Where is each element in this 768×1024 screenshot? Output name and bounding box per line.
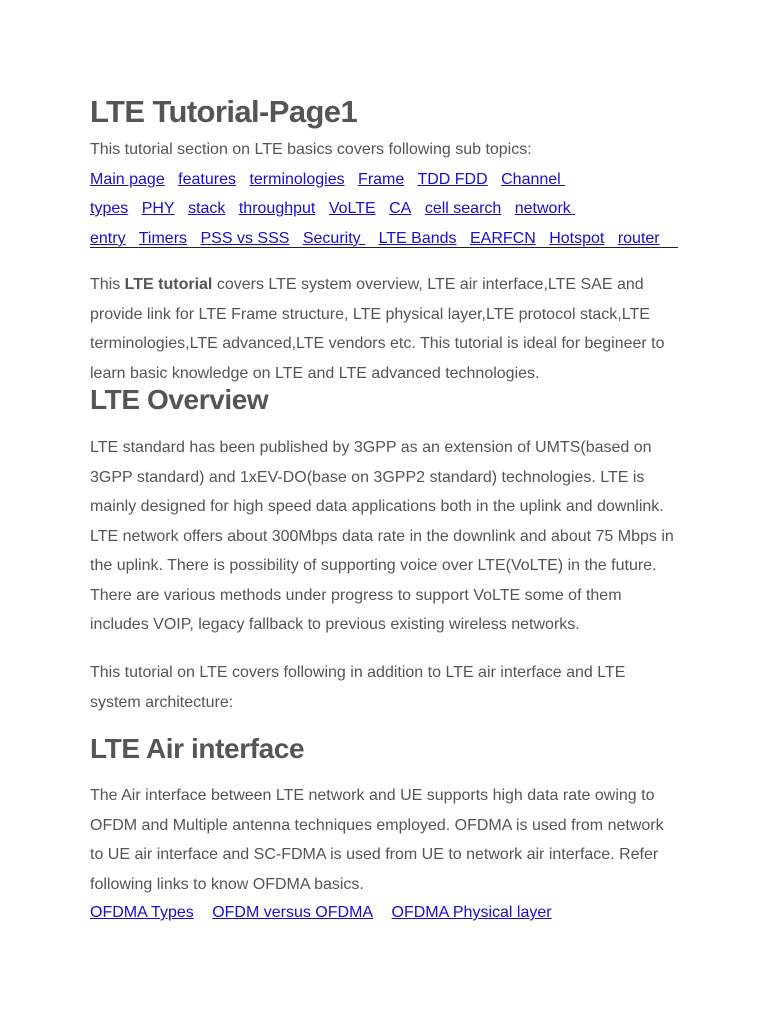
- link-phy[interactable]: PHY: [141, 200, 175, 217]
- topic-links-line-2: [90, 194, 584, 224]
- summary-rest: covers LTE system overview, LTE air interface,LTE SAE and provide link for LTE Frame structure, LTE physical layer,LTE protocol stack,LTE terminologies,LTE advanced,LTE vendors etc. This tutorial is ideal for begineer to learn basic knowledge on LTE and LTE advanced technologies.: [90, 276, 665, 382]
- link-security[interactable]: Security: [302, 230, 366, 247]
- link-network[interactable]: network: [514, 200, 576, 217]
- air-interface-body: The Air interface between LTE network and UE supports high data rate owing to OFDM and Multiple antenna techniques employed. OFDMA is used from network to UE air interface and SC-FDMA is used from UE to network air interface. Refer following links to know OFDMA basics.: [90, 787, 664, 893]
- link-network-entry[interactable]: entry: [90, 230, 126, 247]
- air-interface-heading: LTE Air interface: [90, 733, 305, 764]
- link-pss-vs-sss[interactable]: PSS vs SSS: [200, 230, 290, 247]
- link-channel-types[interactable]: types: [90, 200, 129, 217]
- link-cell-search[interactable]: cell search: [424, 200, 502, 217]
- summary-prefix: This: [90, 276, 125, 293]
- ofdma-links: [90, 898, 561, 928]
- link-tdd-fdd[interactable]: TDD FDD: [417, 171, 488, 188]
- link-hotspot[interactable]: Hotspot: [549, 230, 605, 247]
- summary-bold: LTE tutorial: [124, 276, 213, 293]
- link-frame[interactable]: Frame: [358, 171, 405, 188]
- topic-links-line-3: [90, 224, 669, 254]
- link-ofdma-physical-layer[interactable]: OFDMA Physical layer: [391, 904, 552, 921]
- summary-paragraph: [90, 270, 680, 388]
- link-volte[interactable]: VoLTE: [328, 200, 376, 217]
- overview-heading: LTE Overview: [90, 384, 269, 415]
- link-features[interactable]: features: [178, 171, 236, 188]
- link-ca[interactable]: CA: [389, 200, 412, 217]
- page-title: LTE Tutorial-Page1: [90, 94, 358, 129]
- link-timers[interactable]: Timers: [138, 230, 188, 247]
- divider-line: [90, 247, 678, 248]
- link-channel[interactable]: Channel: [501, 171, 566, 188]
- overview-followup: This tutorial on LTE covers following in addition to LTE air interface and LTE system architecture:: [90, 664, 626, 711]
- link-router[interactable]: router: [617, 230, 660, 247]
- link-ofdma-types[interactable]: OFDMA Types: [90, 904, 194, 921]
- link-lte-bands[interactable]: LTE Bands: [378, 230, 457, 247]
- link-terminologies[interactable]: terminologies: [249, 171, 345, 188]
- topic-links-line-1: [90, 165, 574, 195]
- intro-text: This tutorial section on LTE basics covers following sub topics:: [90, 141, 532, 158]
- link-main-page[interactable]: Main page: [90, 171, 165, 188]
- link-throughput[interactable]: throughput: [238, 200, 316, 217]
- overview-body: LTE standard has been published by 3GPP as an extension of UMTS(based on 3GPP standard) and 1xEV-DO(base on 3GPP2 standard) technologies. LTE is mainly designed for high speed data applications both in the uplink and downlink. LTE network offers about 300Mbps data rate in the downlink and about 75 Mbps in the uplink. There is possibility of supporting voice over LTE(VoLTE) in the future. There are various methods under progress to support VoLTE some of them includes VOIP, legacy fallback to previous existing wireless networks.: [90, 439, 674, 633]
- link-ofdm-versus-ofdma[interactable]: OFDM versus OFDMA: [212, 904, 374, 921]
- link-stack[interactable]: stack: [188, 200, 226, 217]
- link-earfcn[interactable]: EARFCN: [469, 230, 536, 247]
